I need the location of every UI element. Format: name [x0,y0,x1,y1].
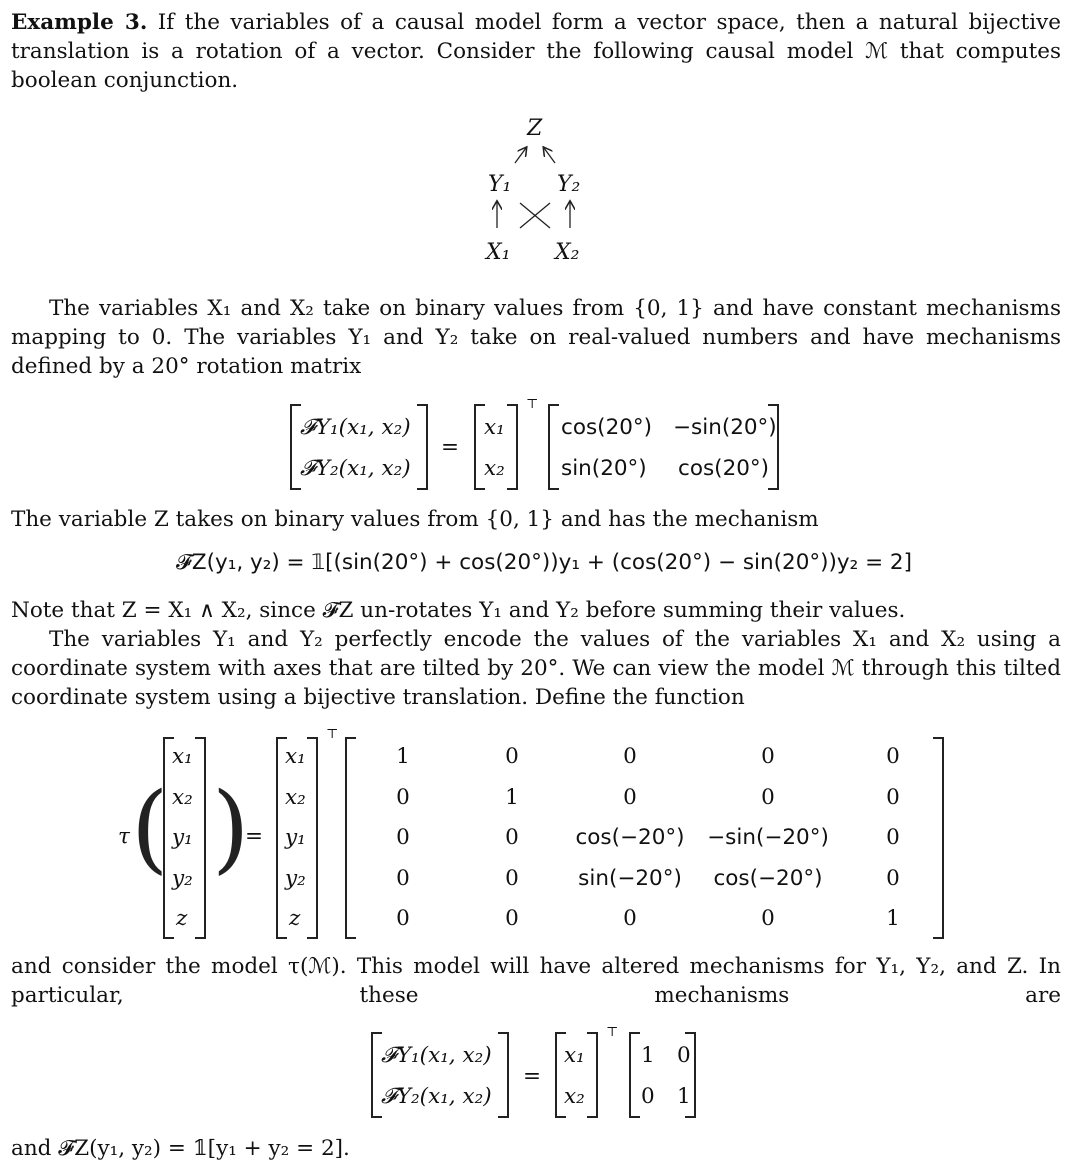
eq3-matrix-cell: 0 [623,785,637,810]
paragraph-variable-z: The variable Z takes on binary values from {0, 1} and has the mechanism [11,507,819,532]
eq3-vec-z: z [289,906,301,931]
eq3-matrix-cell: −sin(−20°) [707,825,829,850]
eq3-matrix-cell: 0 [505,744,519,769]
eq3-matrix-cell: 1 [505,785,519,810]
eq1-vec-x2: x₂ [484,456,505,481]
eq3-matrix-cell: 0 [505,825,519,850]
eq1-equals: = [441,435,460,460]
eq3-vec-y1: y₁ [285,825,306,850]
eq4-lhs-row1: 𝓕Y₁(x₁, x₂) [381,1043,492,1068]
eq4-equals: = [523,1064,542,1089]
eq3-lhs-x2: x₂ [172,785,193,810]
eq3-matrix-cell: 0 [396,906,410,931]
eq3-vec-x1: x₁ [285,744,306,769]
eq3-vec-y2: y₂ [285,866,306,891]
eq1-m12: −sin(20°) [673,415,777,440]
eq4-m22: 1 [677,1084,691,1109]
node-x1: X₁ [486,240,511,265]
eq3-matrix-cell: 0 [886,785,900,810]
intro-text: If the variables of a causal model form a vector space, then a natural bijective translation is a rotation of a vector. Consider the following causal model ℳ that computes boolean conjunction. [11,10,1061,93]
eq3-matrix-cell: 1 [886,906,900,931]
graph-edges [470,110,610,240]
eq3-matrix-cell: 0 [623,906,637,931]
eq3-matrix-cell: 1 [396,744,410,769]
paragraph-variables-x: The variables X₁ and X₂ take on binary values from {0, 1} and have constant mechanisms mapping to 0. The variables Y₁ and Y₂ take on real-valued numbers and have mechanisms defined by a 20° rotation matrix [11,296,1061,379]
eq3-matrix-cell: 0 [505,866,519,891]
eq1-m22: cos(20°) [678,456,770,481]
eq3-matrix-cell: sin(−20°) [578,866,682,891]
eq4-vec-x1: x₁ [564,1043,585,1068]
eq4-m12: 0 [677,1043,691,1068]
eq4-lhs-row2: 𝓕Y₂(x₁, x₂) [381,1084,492,1109]
edge-y2-z [544,148,555,163]
eq3-lhs-z: z [176,906,188,931]
eq1-vec-x1: x₁ [484,415,505,440]
node-z: Z [527,116,543,141]
edge-y1-z [515,148,526,163]
paragraph-tilted-coordinates: The variables Y₁ and Y₂ perfectly encode the values of the variables X₁ and X₂ using a coordinate system with axes that are tilted by 20°. We can view the model ℳ through this tilted coordinate system using a bijective translation. Define the function [11,627,1061,710]
eq3-matrix-cell: cos(−20°) [575,825,685,850]
eq4-m11: 1 [641,1043,655,1068]
eq3-matrix-cell: 0 [761,785,775,810]
eq4-vec-x2: x₂ [564,1084,585,1109]
node-y2: Y₂ [557,172,581,197]
eq3-tau: τ [118,824,130,849]
eq3-vec-x2: x₂ [285,785,306,810]
node-y1: Y₁ [488,172,512,197]
example-label: Example 3. [11,10,148,35]
eq3-transpose: ⊤ [326,727,339,742]
eq3-matrix-cell: 0 [886,866,900,891]
paragraph-final-mechanism: and 𝓕Z(y₁, y₂) = 𝟙[y₁ + y₂ = 2]. [11,1136,350,1161]
eq4-m21: 0 [641,1084,655,1109]
eq3-lhs-x1: x₁ [172,744,193,769]
eq3-matrix-cell: 0 [396,825,410,850]
equation-z-mechanism: 𝓕Z(y₁, y₂) = 𝟙[(sin(20°) + cos(20°))y₁ + (cos(20°) − sin(20°))y₂ = 2] [176,550,913,575]
eq1-lhs-row2: 𝓕Y₂(x₁, x₂) [300,456,411,481]
eq3-matrix-cell: cos(−20°) [713,866,823,891]
eq3-equals: = [245,824,264,849]
eq3-lhs-y1: y₁ [172,825,193,850]
eq4-transpose: ⊤ [606,1025,619,1040]
eq1-lhs-row1: 𝓕Y₁(x₁, x₂) [300,415,411,440]
paragraph-note: Note that Z = X₁ ∧ X₂, since 𝓕Z un-rotates Y₁ and Y₂ before summing their values. [11,598,906,623]
eq3-matrix-cell: 0 [886,825,900,850]
eq3-left-paren: ( [131,772,169,884]
eq3-matrix-cell: 0 [886,744,900,769]
paragraph-consider-model: and consider the model τ(ℳ). This model will have altered mechanisms for Y₁, Y₂, and Z. In particular, these mechanisms are [11,954,1061,1008]
eq3-right-paren: ) [212,772,250,884]
eq1-transpose: ⊤ [526,397,539,412]
eq1-m11: cos(20°) [561,415,653,440]
eq3-matrix-cell: 0 [761,906,775,931]
eq3-lhs-y2: y₂ [172,866,193,891]
eq1-m21: sin(20°) [561,456,647,481]
eq3-matrix-cell: 0 [396,866,410,891]
eq3-matrix-cell: 0 [623,744,637,769]
eq3-matrix-cell: 0 [761,744,775,769]
node-x2: X₂ [555,240,580,265]
intro-paragraph [11,8,1061,95]
eq3-matrix-cell: 0 [505,906,519,931]
eq3-matrix-cell: 0 [396,785,410,810]
